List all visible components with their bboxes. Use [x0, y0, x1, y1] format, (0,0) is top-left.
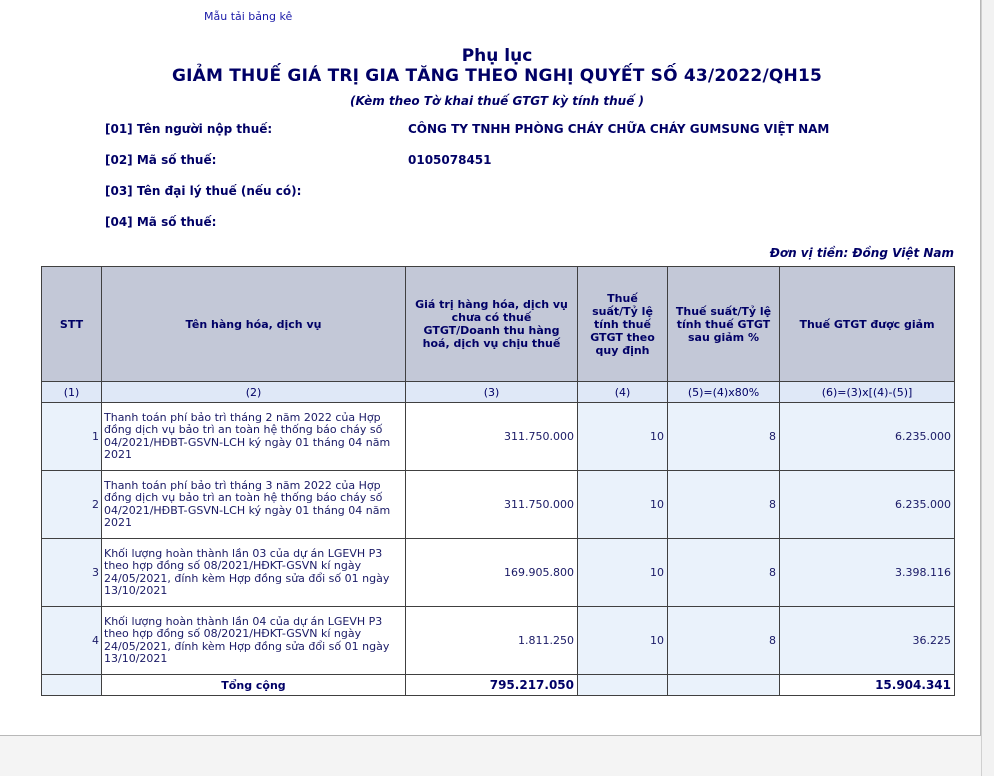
table-row: [42, 403, 955, 471]
row-rate: 10: [578, 539, 668, 607]
row-stt: 1: [42, 403, 102, 471]
row-reduced-tax: 6.235.000: [780, 471, 955, 539]
table-row: [42, 607, 955, 675]
total-reduced-rate-blank: [668, 675, 780, 696]
currency-unit: Đơn vị tiền: Đồng Việt Nam: [769, 246, 954, 260]
header-rate: Thuế suất/Tỷ lệ tính thuế GTGT theo quy định: [578, 267, 668, 382]
row-item-name[interactable]: Khối lượng hoàn thành lần 04 của dự án LGEVH P3 theo hợp đồng số 08/2021/HĐKT-GSVN kí ngày 24/05/2021, đính kèm Hợp đồng sửa đổi số 01 ngày 13/10/2021: [102, 607, 406, 675]
agent-tax-code-label: [04] Mã số thuế:: [105, 215, 217, 229]
row-item-name[interactable]: Khối lượng hoàn thành lần 03 của dự án LGEVH P3 theo hợp đồng số 08/2021/HĐKT-GSVN kí ngày 24/05/2021, đính kèm Hợp đồng sửa đổi số 01 ngày 13/10/2021: [102, 539, 406, 607]
row-value[interactable]: 311.750.000: [406, 403, 578, 471]
row-value[interactable]: 311.750.000: [406, 471, 578, 539]
table-row: [42, 539, 955, 607]
header-reduced-rate: Thuế suất/Tỷ lệ tính thuế GTGT sau giảm %: [668, 267, 780, 382]
vertical-scrollbar[interactable]: [981, 0, 994, 776]
appendix-title: Phụ lục: [461, 46, 533, 66]
column-number-row: [42, 382, 955, 403]
taxpayer-name-label: [01] Tên người nộp thuế:: [105, 122, 273, 136]
col-num: (2): [102, 382, 406, 403]
row-value[interactable]: 169.905.800: [406, 539, 578, 607]
col-num: (6)=(3)x[(4)-(5)]: [780, 382, 955, 403]
header-row: [42, 267, 955, 382]
download-template-link[interactable]: Mẫu tải bảng kê: [204, 10, 293, 23]
row-reduced-rate: 8: [668, 539, 780, 607]
row-reduced-rate: 8: [668, 403, 780, 471]
bottom-panel: [0, 736, 981, 776]
col-num: (5)=(4)x80%: [668, 382, 780, 403]
header-value: Giá trị hàng hóa, dịch vụ chưa có thuế GTGT/Doanh thu hàng hoá, dịch vụ chịu thuế: [406, 267, 578, 382]
row-reduced-tax: 36.225: [780, 607, 955, 675]
row-item-name[interactable]: Thanh toán phí bảo trì tháng 3 năm 2022 của Hợp đồng dịch vụ bảo trì an toàn hệ thống báo cháy số 04/2021/HĐBT-GSVN-LCH ký ngày 01 tháng 04 năm 2021: [102, 471, 406, 539]
row-value[interactable]: 1.811.250: [406, 607, 578, 675]
table-row: [42, 471, 955, 539]
total-label: Tổng cộng: [102, 675, 406, 696]
form-subtitle: (Kèm theo Tờ khai thuế GTGT kỳ tính thuế ): [350, 94, 644, 108]
total-reduced-tax: 15.904.341: [780, 675, 955, 696]
total-stt-blank: [42, 675, 102, 696]
taxpayer-name-value: CÔNG TY TNHH PHÒNG CHÁY CHỮA CHÁY GUMSUNG VIỆT NAM: [408, 122, 830, 136]
agent-name-label: [03] Tên đại lý thuế (nếu có):: [105, 184, 302, 198]
row-reduced-rate: 8: [668, 471, 780, 539]
col-num: (1): [42, 382, 102, 403]
col-num: (3): [406, 382, 578, 403]
row-reduced-tax: 3.398.116: [780, 539, 955, 607]
tax-code-value: 0105078451: [408, 153, 492, 167]
row-reduced-rate: 8: [668, 607, 780, 675]
form-title: GIẢM THUẾ GIÁ TRỊ GIA TĂNG THEO NGHỊ QUYẾT SỐ 43/2022/QH15: [171, 66, 822, 86]
total-rate-blank: [578, 675, 668, 696]
total-row: [42, 675, 955, 696]
row-reduced-tax: 6.235.000: [780, 403, 955, 471]
row-item-name[interactable]: Thanh toán phí bảo trì tháng 2 năm 2022 của Hợp đồng dịch vụ bảo trì an toàn hệ thống báo cháy số 04/2021/HĐBT-GSVN-LCH ký ngày 01 tháng 04 năm 2021: [102, 403, 406, 471]
row-rate: 10: [578, 403, 668, 471]
row-stt: 3: [42, 539, 102, 607]
row-stt: 2: [42, 471, 102, 539]
col-num: (4): [578, 382, 668, 403]
row-rate: 10: [578, 607, 668, 675]
tax-code-label: [02] Mã số thuế:: [105, 153, 217, 167]
header-stt: STT: [42, 267, 102, 382]
header-reduced-tax: Thuế GTGT được giảm: [780, 267, 955, 382]
vat-reduction-table: [41, 266, 955, 696]
header-item-name: Tên hàng hóa, dịch vụ: [102, 267, 406, 382]
row-rate: 10: [578, 471, 668, 539]
row-stt: 4: [42, 607, 102, 675]
total-value: 795.217.050: [406, 675, 578, 696]
